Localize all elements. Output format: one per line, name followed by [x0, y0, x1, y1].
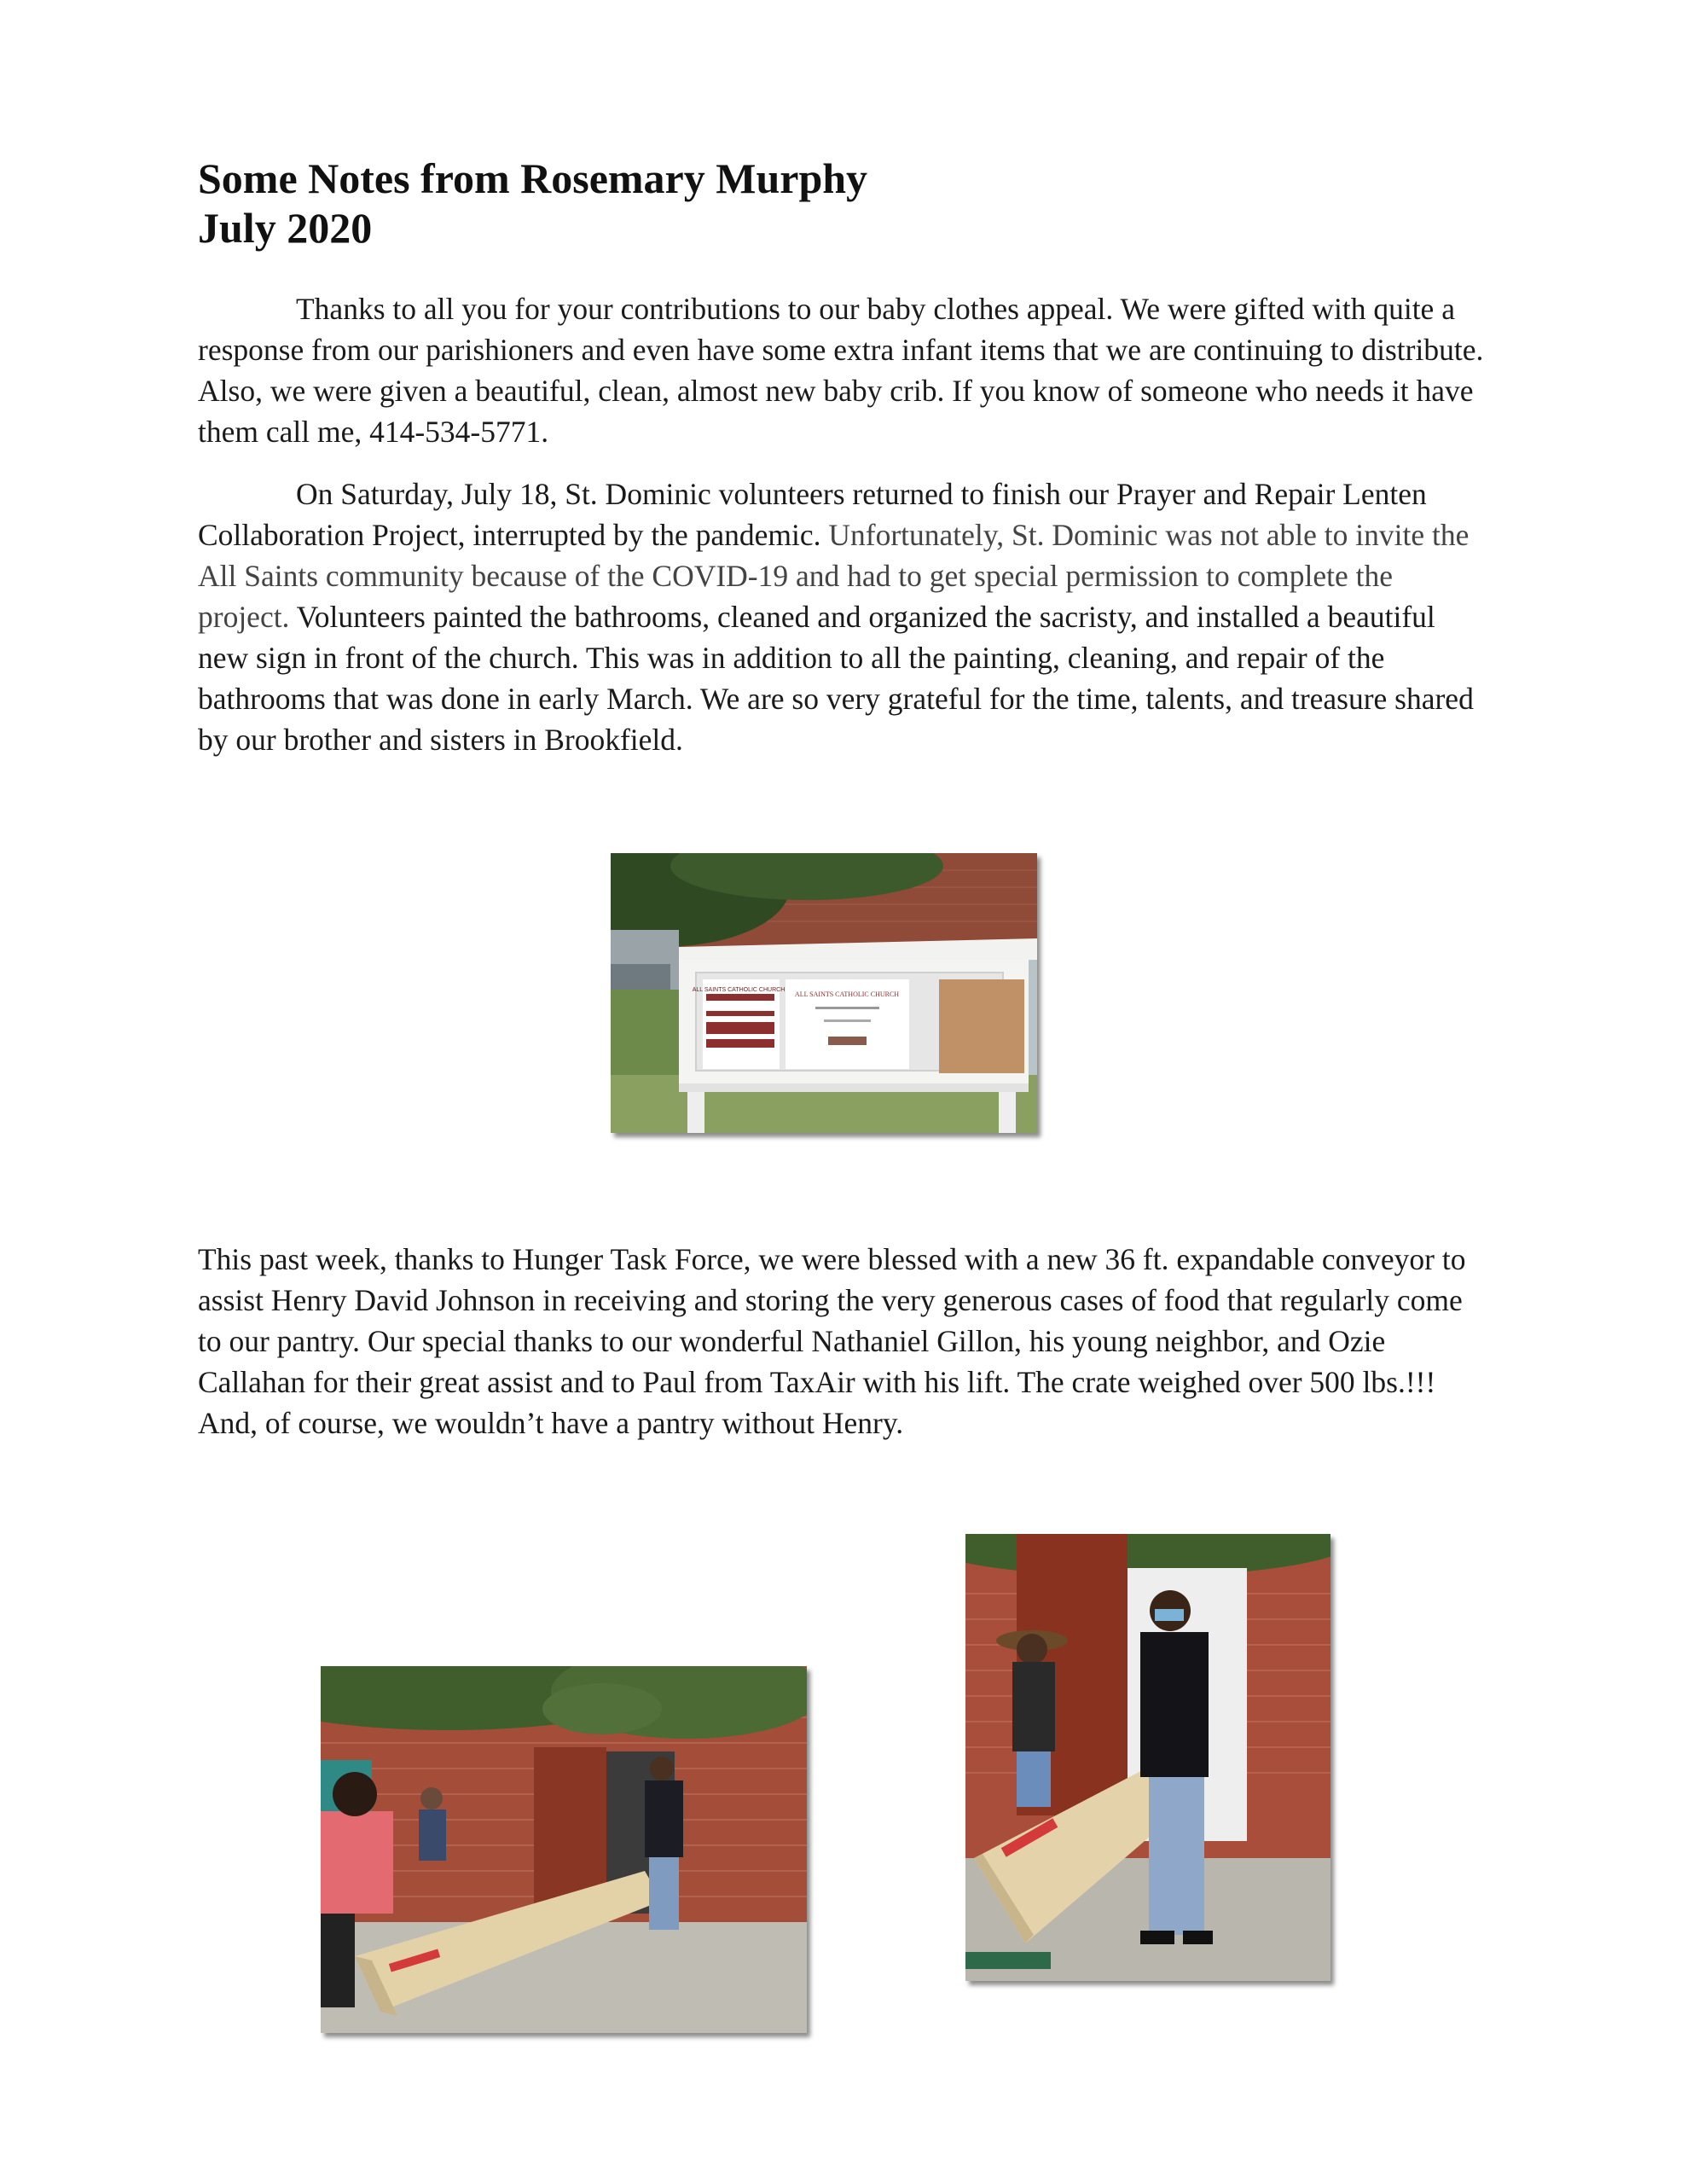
paragraph-prayer-and-repair-part-2: Unfortunately, St. Dominic was not able to invite the All Saints community because of the COVID-19 and had to get special permission to complete the project.	[198, 518, 1470, 634]
photo-crate-moving	[321, 1666, 807, 2033]
paragraph-conveyor: This past week, thanks to Hunger Task Force, we were blessed with a new 36 ft. expandable conveyor to assist Henry David Johnson in receiving and storing the very generous cases of food that regularly come to our pantry. Our special thanks to our wonderful Nathaniel Gillon, his young neighbor, and Ozie Callahan for their great assist and to Paul from TaxAir with his lift. The crate weighed over 500 lbs.!!! And, of course, we wouldn’t have a pantry without Henry.	[198, 1242, 1466, 1440]
paragraph-baby-clothes: Thanks to all you for your contributions to our baby clothes appeal. We were gifted with quite a response from our parishioners and even have some extra infant items that we are continuing to distribute. Also, we were given a beautiful, clean, almost new baby crib. If you know of someone who needs it have them call me, 414-534-5771.	[198, 292, 1484, 449]
paragraph-prayer-and-repair-part-1: On Saturday, July 18, St. Dominic volunteers returned to finish our Prayer and Repair Lenten Collaboration Project, interrupted by the pandemic.	[198, 477, 1427, 552]
title-line-2: July 2020	[198, 204, 373, 252]
photo-crate-moving-image	[321, 1666, 807, 2033]
page-title	[198, 154, 867, 253]
title-line-1: Some Notes from Rosemary Murphy	[198, 154, 868, 202]
photo-church-sign	[611, 853, 1037, 1133]
paragraph-prayer-and-repair-part-3: Volunteers painted the bathrooms, cleaned and organized the sacristy, and installed a beautiful new sign in front of the church. This was in addition to all the painting, cleaning, and repair of the bathrooms that was done in early March. We are so very grateful for the time, talents, and treasure shared by our brother and sisters in Brookfield.	[198, 600, 1474, 757]
poster-center-heading: ALL SAINTS CATHOLIC CHURCH	[794, 990, 900, 998]
photo-crate-lifting	[965, 1534, 1330, 1981]
poster-left-heading: ALL SAINTS CATHOLIC CHURCH	[692, 987, 786, 993]
photo-crate-lifting-image	[965, 1534, 1330, 1981]
paragraph-prayer-and-repair	[198, 473, 1486, 760]
photo-church-sign-image	[611, 853, 1037, 1133]
